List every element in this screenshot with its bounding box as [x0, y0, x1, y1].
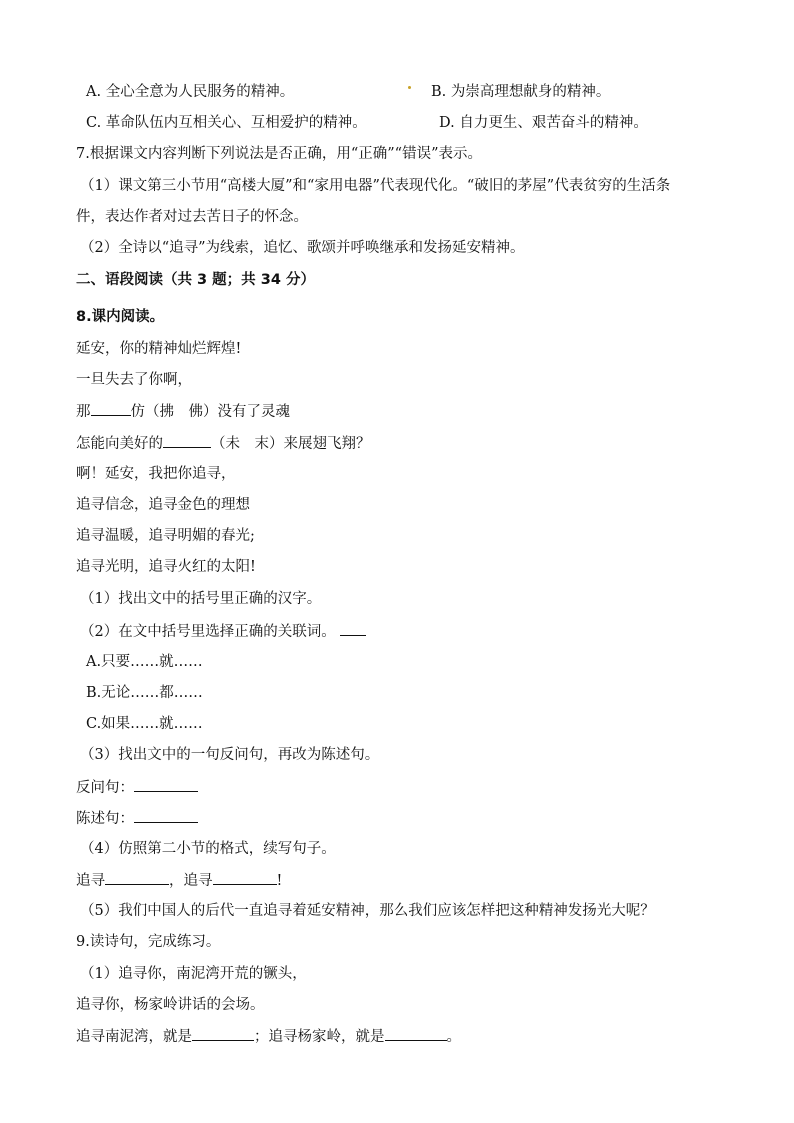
poem-line-3 [76, 401, 290, 422]
q8-sub-2-text: （2）在文中括号里选择正确的关联词。 [80, 624, 336, 640]
section-heading: 二、语段阅读（共 3 题；共 34 分） [76, 272, 315, 288]
poem-line-7: 追寻温暖，追寻明媚的春光; [76, 528, 255, 544]
poem-line-8: 追寻光明，追寻火红的太阳! [76, 559, 256, 575]
poem-line-4-start: 怎能向美好的 [76, 436, 163, 452]
q9-line-1: （1）追寻你，南泥湾开荒的镢头， [80, 966, 307, 982]
fill-blank[interactable] [91, 401, 131, 416]
q9-stem: 9.读诗句，完成练习。 [76, 934, 221, 950]
q7-item1-line2: 件，表达作者对过去苦日子的怀念。 [76, 209, 308, 225]
q9-line-3-end: 。 [446, 1029, 461, 1045]
poem-line-1: 延安，你的精神灿烂辉煌! [76, 341, 242, 357]
rhetorical-question-line [76, 777, 198, 798]
poem-line-4-end: （未 末）来展翅飞翔？ [211, 436, 371, 452]
answer-blank[interactable] [105, 870, 169, 885]
answer-blank[interactable] [192, 1026, 254, 1041]
q8-stem: 8.课内阅读。 [76, 309, 165, 325]
answer-blank[interactable] [385, 1026, 447, 1041]
decorative-dot [408, 86, 411, 89]
statement-label: 陈述句： [76, 811, 134, 827]
fill-blank[interactable] [163, 433, 211, 448]
q8-sub-1: （1）找出文中的括号里正确的汉字。 [80, 591, 322, 607]
q9-line-3-middle: ；追寻杨家岭，就是 [254, 1029, 385, 1045]
q6-option-d: D. 自力更生、艰苦奋斗的精神。 [439, 115, 648, 131]
q6-option-a: A. 全心全意为人民服务的精神。 [86, 84, 295, 100]
answer-blank[interactable] [134, 808, 198, 823]
continuation-middle: ，追寻 [169, 873, 213, 889]
answer-blank[interactable] [134, 777, 198, 792]
q8-sub-5: （5）我们中国人的后代一直追寻着延安精神，那么我们应该怎样把这种精神发扬光大呢？ [80, 903, 655, 919]
continuation-end: ! [276, 873, 283, 889]
q9-line-3 [76, 1026, 461, 1047]
statement-line [76, 808, 198, 829]
poem-line-5: 啊！延安，我把你追寻， [76, 466, 236, 482]
q6-option-c: C. 革命队伍内互相关心、互相爱护的精神。 [86, 115, 367, 131]
q8-choice-b: B.无论……都…… [86, 685, 203, 701]
rhetorical-question-label: 反问句： [76, 780, 134, 796]
q8-choice-a: A.只要……就…… [86, 654, 203, 670]
continuation-line [76, 870, 282, 891]
answer-blank[interactable] [340, 621, 366, 636]
answer-blank[interactable] [213, 870, 277, 885]
poem-line-4 [76, 433, 371, 454]
poem-line-2: 一旦失去了你啊， [76, 372, 192, 388]
q7-item2: （2）全诗以“追寻”为线索，追忆、歌颂并呼唤继承和发扬延安精神。 [80, 240, 525, 256]
q7-stem: 7.根据课文内容判断下列说法是否正确，用“正确”“错误”表示。 [76, 146, 482, 162]
q7-item1-line1: （1）课文第三小节用“高楼大厦”和“家用电器”代表现代化。“破旧的茅屋”代表贫穷的生活条 [80, 178, 671, 194]
q9-line-2: 追寻你，杨家岭讲话的会场。 [76, 997, 265, 1013]
continuation-start: 追寻 [76, 873, 105, 889]
poem-line-3-end: 仿（拂 佛）没有了灵魂 [130, 404, 290, 420]
q6-option-b: B. 为崇高理想献身的精神。 [431, 84, 611, 100]
poem-line-3-start: 那 [76, 404, 91, 420]
q8-sub-3: （3）找出文中的一句反问句，再改为陈述句。 [80, 747, 380, 763]
q8-choice-c: C.如果……就…… [86, 716, 203, 732]
q8-sub-2 [80, 621, 366, 642]
q8-sub-4: （4）仿照第二小节的格式，续写句子。 [80, 841, 336, 857]
q9-line-3-start: 追寻南泥湾，就是 [76, 1029, 192, 1045]
poem-line-6: 追寻信念，追寻金色的理想 [76, 497, 250, 513]
